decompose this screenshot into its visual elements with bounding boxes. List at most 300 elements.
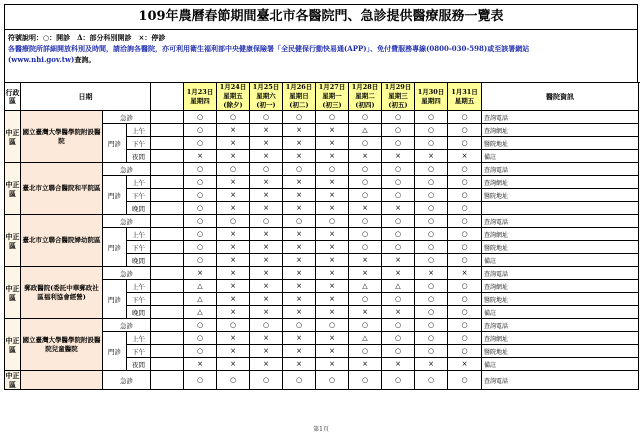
open-mark: ○: [382, 319, 415, 332]
legend-query-suffix: 查詢。: [74, 55, 96, 64]
open-mark: ○: [349, 345, 382, 358]
open-mark: ○: [184, 176, 217, 189]
header-day-8: [415, 83, 448, 111]
closed-mark: ×: [316, 228, 349, 241]
emergency-label: 急診: [103, 215, 151, 228]
spacer-cell: [151, 345, 184, 358]
open-mark: ○: [250, 319, 283, 332]
session-label: 上午: [127, 228, 151, 241]
open-mark: ○: [415, 371, 448, 390]
closed-mark: ×: [283, 280, 316, 293]
closed-mark: ×: [283, 306, 316, 319]
closed-mark: ×: [217, 345, 250, 358]
closed-mark: ×: [250, 202, 283, 215]
hospital-name: 國立臺灣大學醫學院附設醫院: [21, 111, 103, 163]
day-week: 星期三: [388, 92, 408, 100]
open-mark: ○: [349, 241, 382, 254]
info-label: 查詢網址: [482, 228, 639, 241]
table-row: [5, 163, 639, 176]
spacer-cell: [151, 267, 184, 280]
open-mark: ○: [184, 111, 217, 124]
closed-mark: ×: [217, 293, 250, 306]
open-mark: ○: [448, 241, 482, 254]
open-mark: ○: [382, 371, 415, 390]
open-mark: ○: [382, 332, 415, 345]
open-mark: ○: [184, 124, 217, 137]
open-mark: ○: [415, 319, 448, 332]
partial-mark: △: [349, 332, 382, 345]
day-date: 1月29日: [384, 83, 412, 91]
open-mark: ○: [415, 345, 448, 358]
open-mark: ○: [382, 176, 415, 189]
open-mark: ○: [448, 371, 482, 390]
closed-mark: ×: [250, 241, 283, 254]
closed-mark: ×: [316, 254, 349, 267]
closed-mark: ×: [316, 189, 349, 202]
spacer-cell: [151, 150, 184, 163]
closed-mark: ×: [217, 241, 250, 254]
open-mark: ○: [415, 137, 448, 150]
hospital-name: 臺北市立聯合醫院婦幼院區: [21, 215, 103, 267]
open-mark: ○: [448, 176, 482, 189]
district-cell: 中正區: [5, 319, 21, 371]
open-mark: ○: [283, 215, 316, 228]
open-mark: ○: [415, 280, 448, 293]
outpatient-label: 門診: [103, 124, 127, 163]
table-row: [5, 267, 639, 280]
open-mark: ○: [415, 202, 448, 215]
closed-mark: ×: [415, 267, 448, 280]
closed-mark: ×: [184, 150, 217, 163]
info-label: 備註: [482, 150, 639, 163]
day-date: 1月26日: [285, 83, 313, 91]
open-mark: ○: [316, 319, 349, 332]
closed-mark: ×: [349, 358, 382, 371]
open-mark: ○: [184, 319, 217, 332]
session-label: 下午: [127, 345, 151, 358]
open-mark: ○: [448, 189, 482, 202]
spacer-cell: [151, 124, 184, 137]
closed-mark: ×: [349, 202, 382, 215]
closed-mark: ×: [217, 306, 250, 319]
open-mark: ○: [415, 332, 448, 345]
district-cell: 中正區: [5, 111, 21, 163]
closed-mark: ×: [283, 345, 316, 358]
legend-symbols: 符號說明：○：開診 Δ：部分科別開診 ×：停診: [8, 33, 166, 42]
info-label: 查詢網址: [482, 124, 639, 137]
closed-mark: ×: [217, 332, 250, 345]
open-mark: ○: [415, 163, 448, 176]
open-mark: ○: [448, 293, 482, 306]
open-mark: ○: [217, 371, 250, 390]
district-cell: 中正區: [5, 371, 20, 389]
spacer-cell: [151, 176, 184, 189]
open-mark: ○: [217, 111, 250, 124]
day-date: 1月25日: [252, 83, 280, 91]
closed-mark: ×: [283, 267, 316, 280]
header-hospital-info: 醫院資訊: [482, 83, 639, 111]
closed-mark: ×: [184, 358, 217, 371]
day-date: 1月27日: [318, 83, 346, 91]
closed-mark: ×: [349, 267, 382, 280]
day-week: 星期日: [289, 92, 309, 100]
closed-mark: ×: [283, 293, 316, 306]
day-date: 1月30日: [417, 87, 445, 96]
open-mark: ○: [184, 371, 217, 390]
open-mark: ○: [184, 189, 217, 202]
open-mark: ○: [415, 189, 448, 202]
open-mark: ○: [184, 215, 217, 228]
day-lunar: (除夕): [223, 101, 243, 109]
closed-mark: ×: [250, 358, 283, 371]
open-mark: ○: [382, 111, 415, 124]
info-label: 查詢網址: [482, 280, 639, 293]
open-mark: ○: [250, 163, 283, 176]
closed-mark: ×: [217, 202, 250, 215]
open-mark: ○: [415, 241, 448, 254]
day-week: 星期五: [454, 96, 475, 105]
closed-mark: ×: [316, 241, 349, 254]
spacer-cell: [151, 137, 184, 150]
spacer-cell: [151, 306, 184, 319]
closed-mark: ×: [250, 254, 283, 267]
partial-mark: △: [349, 124, 382, 137]
open-mark: ○: [250, 215, 283, 228]
open-mark: ○: [250, 371, 283, 390]
info-label: 醫院地址: [482, 293, 639, 306]
open-mark: ○: [382, 189, 415, 202]
spacer-cell: [151, 358, 184, 371]
closed-mark: ×: [250, 228, 283, 241]
day-lunar: (初一): [256, 101, 276, 109]
outpatient-label: 門診: [103, 280, 127, 319]
open-mark: ○: [217, 163, 250, 176]
header-day-9: [448, 83, 482, 111]
open-mark: ○: [184, 332, 217, 345]
open-mark: ○: [382, 124, 415, 137]
open-mark: ○: [184, 254, 217, 267]
closed-mark: ×: [382, 358, 415, 371]
closed-mark: ×: [217, 176, 250, 189]
session-label: 晚間: [127, 202, 151, 215]
closed-mark: ×: [382, 267, 415, 280]
open-mark: ○: [382, 228, 415, 241]
closed-mark: ×: [349, 254, 382, 267]
spacer-cell: [151, 241, 184, 254]
emergency-label: 急診: [103, 371, 151, 390]
open-mark: ○: [349, 163, 382, 176]
day-date: 1月31日: [451, 87, 478, 96]
open-mark: ○: [415, 306, 448, 319]
outpatient-label: 門診: [103, 332, 127, 371]
closed-mark: ×: [382, 306, 415, 319]
spacer-cell: [151, 280, 184, 293]
open-mark: ○: [448, 280, 482, 293]
closed-mark: ×: [415, 150, 448, 163]
open-mark: ○: [316, 111, 349, 124]
closed-mark: ×: [316, 332, 349, 345]
open-mark: ○: [382, 137, 415, 150]
info-label: 醫院地址: [482, 345, 639, 358]
closed-mark: ×: [316, 358, 349, 371]
closed-mark: ×: [250, 137, 283, 150]
closed-mark: ×: [250, 176, 283, 189]
hospital-name: [21, 371, 103, 390]
closed-mark: ×: [184, 267, 217, 280]
closed-mark: ×: [316, 345, 349, 358]
legend-instructions: 各醫療院所詳細開放科別及時間，請洽詢各醫院，亦可利用衛生福利部中央健康保險署「全民健保行動快易通(APP)」、免付費服務專線(0800-030-598)或至該署網站: [8, 44, 530, 53]
day-week: 星期五: [223, 92, 243, 100]
closed-mark: ×: [217, 280, 250, 293]
open-mark: ○: [283, 163, 316, 176]
info-label: [482, 202, 639, 215]
closed-mark: ×: [316, 150, 349, 163]
info-label: 查詢網址: [482, 332, 639, 345]
open-mark: ○: [349, 111, 382, 124]
open-mark: ○: [184, 228, 217, 241]
open-mark: ○: [448, 163, 482, 176]
day-date: 1月28日: [351, 83, 379, 91]
document-page: [4, 4, 638, 433]
emergency-label: 急診: [103, 163, 151, 176]
info-label: 查詢電話: [482, 163, 639, 176]
closed-mark: ×: [250, 345, 283, 358]
open-mark: ○: [349, 293, 382, 306]
closed-mark: ×: [448, 150, 482, 163]
spacer-cell: [151, 111, 184, 124]
schedule-table: [4, 82, 639, 390]
day-week: 星期二: [355, 92, 375, 100]
session-label: 下午: [127, 189, 151, 202]
info-label: 查詢電話: [482, 111, 639, 124]
closed-mark: ×: [217, 189, 250, 202]
open-mark: ○: [316, 163, 349, 176]
session-label: 下午: [127, 241, 151, 254]
closed-mark: ×: [349, 306, 382, 319]
open-mark: ○: [349, 189, 382, 202]
open-mark: ○: [448, 124, 482, 137]
open-mark: ○: [415, 176, 448, 189]
open-mark: ○: [184, 345, 217, 358]
table-row: [5, 111, 639, 124]
table-row: [5, 319, 639, 332]
page-number: 第1頁: [313, 426, 329, 433]
closed-mark: ×: [250, 189, 283, 202]
info-label: 醫院地址: [482, 241, 639, 254]
spacer-cell: [151, 319, 184, 332]
closed-mark: ×: [349, 150, 382, 163]
outpatient-label: 門診: [103, 228, 127, 267]
session-label: 晚間: [127, 306, 151, 319]
closed-mark: ×: [283, 137, 316, 150]
open-mark: ○: [415, 228, 448, 241]
nhi-website-link[interactable]: (www.nhi.gov.tw): [8, 55, 75, 64]
open-mark: ○: [349, 228, 382, 241]
legend-note: [4, 30, 638, 82]
open-mark: ○: [448, 111, 482, 124]
district-cell: 中正區: [5, 215, 21, 267]
legend-website-line: [8, 54, 634, 65]
header-day-5: [316, 83, 349, 111]
open-mark: ○: [217, 215, 250, 228]
emergency-label: 急診: [103, 319, 151, 332]
open-mark: ○: [448, 215, 482, 228]
open-mark: ○: [349, 371, 382, 390]
spacer-cell: [151, 215, 184, 228]
closed-mark: ×: [283, 358, 316, 371]
open-mark: ○: [250, 111, 283, 124]
day-week: 星期四: [421, 96, 441, 105]
open-mark: ○: [382, 215, 415, 228]
closed-mark: ×: [283, 124, 316, 137]
header-day-4: [283, 83, 316, 111]
header-district: 行政區: [5, 83, 21, 111]
closed-mark: ×: [217, 254, 250, 267]
closed-mark: ×: [217, 228, 250, 241]
day-week: 星期四: [190, 96, 210, 105]
session-label: 上午: [127, 332, 151, 345]
header-day-2: [217, 83, 250, 111]
open-mark: ○: [382, 345, 415, 358]
open-mark: ○: [316, 215, 349, 228]
closed-mark: ×: [283, 150, 316, 163]
open-mark: ○: [316, 371, 349, 390]
open-mark: ○: [448, 319, 482, 332]
info-label: 醫院地址: [482, 137, 639, 150]
spacer-cell: [151, 332, 184, 345]
open-mark: ○: [415, 293, 448, 306]
day-date: 1月23日: [186, 87, 214, 96]
open-mark: ○: [448, 306, 482, 319]
closed-mark: ×: [283, 332, 316, 345]
closed-mark: ×: [217, 267, 250, 280]
open-mark: ○: [448, 228, 482, 241]
closed-mark: ×: [316, 280, 349, 293]
open-mark: ○: [448, 254, 482, 267]
info-label: 查詢網址: [482, 176, 639, 189]
table-row: [5, 215, 639, 228]
open-mark: ○: [184, 137, 217, 150]
emergency-label: 急診: [103, 111, 151, 124]
info-label: 備註: [482, 254, 639, 267]
header-day-1: [184, 83, 217, 111]
emergency-label: 急診: [103, 267, 151, 280]
closed-mark: ×: [283, 202, 316, 215]
day-lunar: (初四): [355, 101, 375, 109]
session-label: 上午: [127, 280, 151, 293]
spacer-cell: [151, 293, 184, 306]
day-lunar: (初三): [322, 101, 342, 109]
info-label: 醫院地址: [482, 189, 639, 202]
closed-mark: ×: [250, 280, 283, 293]
hospital-name: 郵政醫院(委託中華郵政社區福利協會經營): [21, 267, 103, 319]
closed-mark: ×: [415, 358, 448, 371]
closed-mark: ×: [250, 267, 283, 280]
header-day-6: [349, 83, 382, 111]
open-mark: ○: [448, 137, 482, 150]
closed-mark: ×: [448, 358, 482, 371]
day-week: 星期六: [256, 92, 276, 100]
session-label: 上午: [127, 176, 151, 189]
info-label: 備註: [482, 358, 639, 371]
closed-mark: ×: [217, 124, 250, 137]
hospital-name: 臺北市立聯合醫院和平院區: [21, 163, 103, 215]
open-mark: ○: [349, 176, 382, 189]
open-mark: ○: [283, 319, 316, 332]
spacer-cell: [151, 371, 184, 390]
closed-mark: ×: [382, 254, 415, 267]
info-label: 查詢電話: [482, 319, 639, 332]
spacer-cell: [151, 254, 184, 267]
header-day-3: [250, 83, 283, 111]
spacer-cell: [151, 163, 184, 176]
session-label: 晚間: [127, 254, 151, 267]
open-mark: ○: [448, 345, 482, 358]
closed-mark: ×: [316, 293, 349, 306]
closed-mark: ×: [283, 241, 316, 254]
partial-mark: △: [184, 293, 217, 306]
open-mark: ○: [283, 371, 316, 390]
info-label: 備註: [482, 306, 639, 319]
closed-mark: ×: [250, 306, 283, 319]
spacer-cell: [151, 202, 184, 215]
closed-mark: ×: [217, 150, 250, 163]
open-mark: ○: [349, 137, 382, 150]
hospital-name: 國立臺灣大學醫學院附設醫院兒童醫院: [21, 319, 103, 371]
session-label: 上午: [127, 124, 151, 137]
closed-mark: ×: [448, 267, 482, 280]
closed-mark: ×: [316, 124, 349, 137]
session-label: 下午: [127, 137, 151, 150]
closed-mark: ×: [217, 358, 250, 371]
closed-mark: ×: [316, 176, 349, 189]
session-label: 夜間: [127, 358, 151, 371]
partial-mark: △: [382, 280, 415, 293]
closed-mark: ×: [283, 228, 316, 241]
partial-mark: △: [184, 306, 217, 319]
closed-mark: ×: [283, 189, 316, 202]
info-label: 查詢電話: [482, 371, 639, 390]
closed-mark: ×: [283, 254, 316, 267]
spacer-cell: [151, 228, 184, 241]
closed-mark: ×: [382, 150, 415, 163]
open-mark: ○: [415, 111, 448, 124]
page-title: 109年農曆春節期間臺北市各醫院門、急診提供醫療服務一覽表: [4, 4, 638, 30]
header-day-7: [382, 83, 415, 111]
open-mark: ○: [184, 163, 217, 176]
open-mark: ○: [217, 319, 250, 332]
closed-mark: ×: [250, 150, 283, 163]
session-label: 下午: [127, 293, 151, 306]
day-lunar: (初二): [289, 101, 309, 109]
closed-mark: ×: [316, 137, 349, 150]
closed-mark: ×: [250, 124, 283, 137]
day-date: 1月24日: [219, 83, 247, 91]
closed-mark: ×: [382, 202, 415, 215]
open-mark: ○: [382, 293, 415, 306]
closed-mark: ×: [316, 267, 349, 280]
open-mark: ○: [184, 241, 217, 254]
day-lunar: (初五): [388, 101, 408, 109]
table-row: [5, 371, 639, 390]
header-spacer: [151, 83, 184, 111]
district-cell: 中正區: [5, 163, 21, 215]
open-mark: ○: [382, 163, 415, 176]
open-mark: ○: [415, 215, 448, 228]
open-mark: ○: [184, 202, 217, 215]
district-cell: 中正區: [5, 267, 21, 319]
open-mark: ○: [415, 124, 448, 137]
